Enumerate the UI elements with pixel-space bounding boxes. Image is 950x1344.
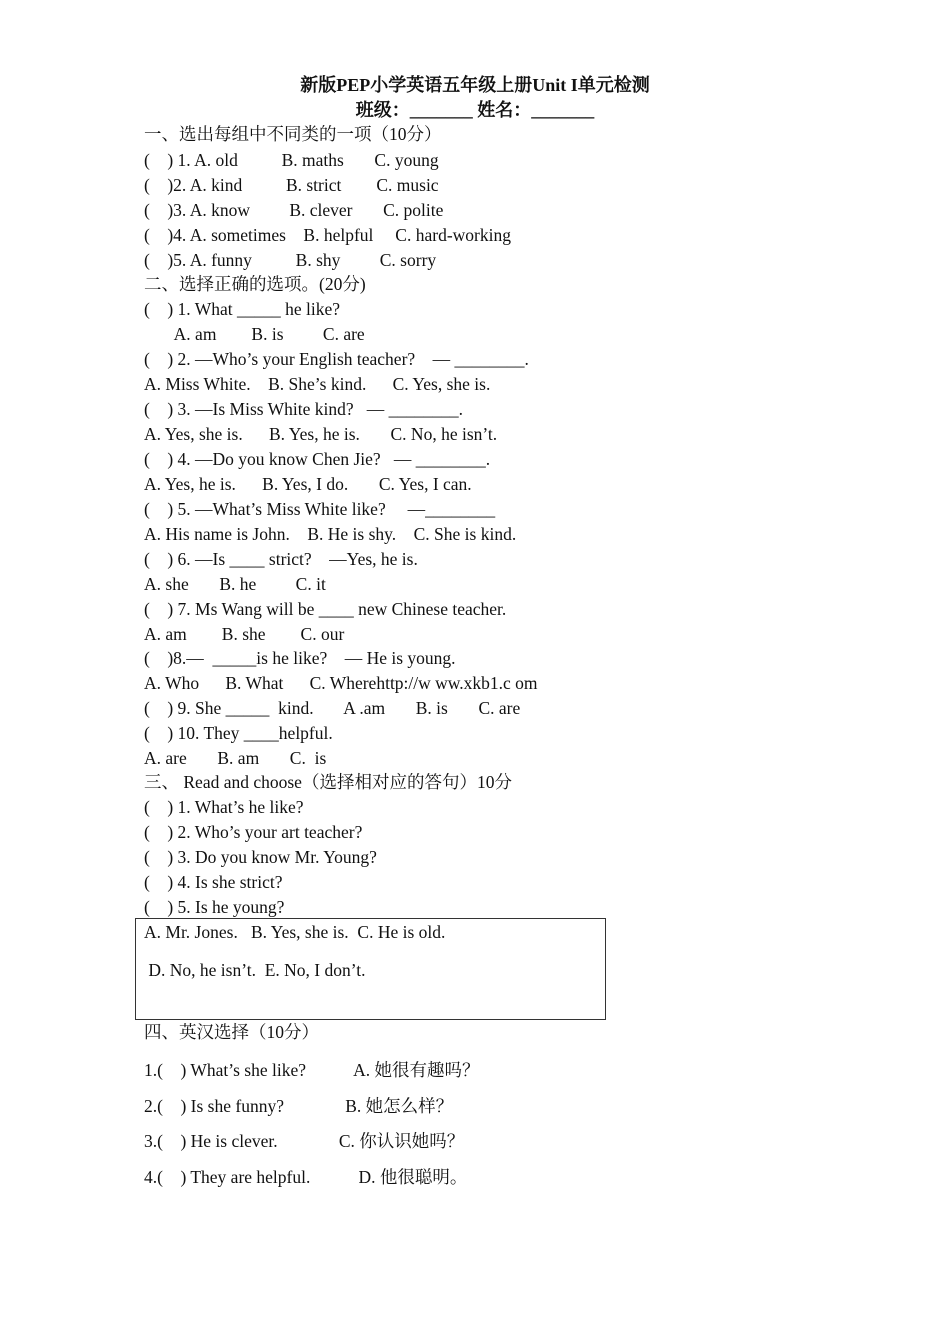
section2-line: ( ) 7. Ms Wang will be ____ new Chinese teacher. (144, 599, 507, 619)
section4-heading: 四、英汉选择（10分） (144, 1022, 319, 1042)
section3-item: ( ) 3. Do you know Mr. Young? (144, 847, 377, 867)
section3-item: ( ) 2. Who’s your art teacher? (144, 822, 363, 842)
section2-line: A. am B. she C. our (144, 624, 345, 644)
section2-line: A. Miss White. B. She’s kind. C. Yes, she is. (144, 374, 491, 394)
section1-item: ( ) 1. A. old B. maths C. young (144, 150, 439, 170)
section2-line: A. she B. he C. it (144, 574, 326, 594)
section2-line: A. am B. is C. are (144, 324, 365, 344)
section3-item: ( ) 4. Is she strict? (144, 872, 283, 892)
page-title: 新版PEP小学英语五年级上册Unit I单元检测 (300, 75, 650, 95)
class-name-line: 班级：_______ 姓名：_______ (355, 100, 595, 120)
section1-item: ( )2. A. kind B. strict C. music (144, 175, 439, 195)
section3-item: ( ) 1. What’s he like? (144, 797, 304, 817)
section2-line: A. His name is John. B. He is shy. C. She is kind. (144, 524, 517, 544)
answer-options-line: A. Mr. Jones. B. Yes, she is. C. He is old. (144, 922, 446, 942)
section1-item: ( )4. A. sometimes B. helpful C. hard-working (144, 225, 511, 245)
section4-item: 2.( ) Is she funny? B. 她怎么样？ (144, 1096, 454, 1116)
section2-line: A. Yes, he is. B. Yes, I do. C. Yes, I can. (144, 474, 472, 494)
section2-heading: 二、选择正确的选项。(20分) (144, 274, 366, 294)
section2-line: ( ) 2. —Who’s your English teacher? — ________. (144, 349, 529, 369)
section2-line: ( ) 1. What _____ he like? (144, 299, 341, 319)
section2-line: ( ) 4. —Do you know Chen Jie? — ________. (144, 449, 491, 469)
section3-item: ( ) 5. Is he young? (144, 897, 285, 917)
section2-line: ( ) 10. They ____helpful. (144, 723, 333, 743)
section2-line: ( ) 5. —What’s Miss White like? —________ (144, 499, 496, 519)
section2-line: A. are B. am C. is (144, 748, 327, 768)
section1-heading: 一、选出每组中不同类的一项（10分） (144, 124, 442, 144)
section2-line: A. Who B. What C. Wherehttp://w ww.xkb1.c om (144, 673, 538, 693)
section1-item: ( )5. A. funny B. shy C. sorry (144, 250, 437, 270)
section2-line: ( ) 9. She _____ kind. A .am B. is C. are (144, 698, 521, 718)
section2-line: A. Yes, she is. B. Yes, he is. C. No, he isn’t. (144, 424, 498, 444)
section2-line: ( ) 6. —Is ____ strict? —Yes, he is. (144, 549, 418, 569)
section1-item: ( )3. A. know B. clever C. polite (144, 200, 444, 220)
section4-item: 3.( ) He is clever. C. 你认识她吗？ (144, 1131, 465, 1151)
section4-item: 4.( ) They are helpful. D. 他很聪明。 (144, 1167, 468, 1187)
section4-item: 1.( ) What’s she like? A. 她很有趣吗？ (144, 1060, 480, 1080)
section2-line: ( ) 3. —Is Miss White kind? — ________. (144, 399, 464, 419)
section3-heading: 三、 Read and choose（选择相对应的答句）10分 (144, 772, 512, 792)
section2-line: ( )8.— _____is he like? — He is young. (144, 648, 456, 668)
answer-options-line: D. No, he isn’t. E. No, I don’t. (144, 960, 366, 980)
